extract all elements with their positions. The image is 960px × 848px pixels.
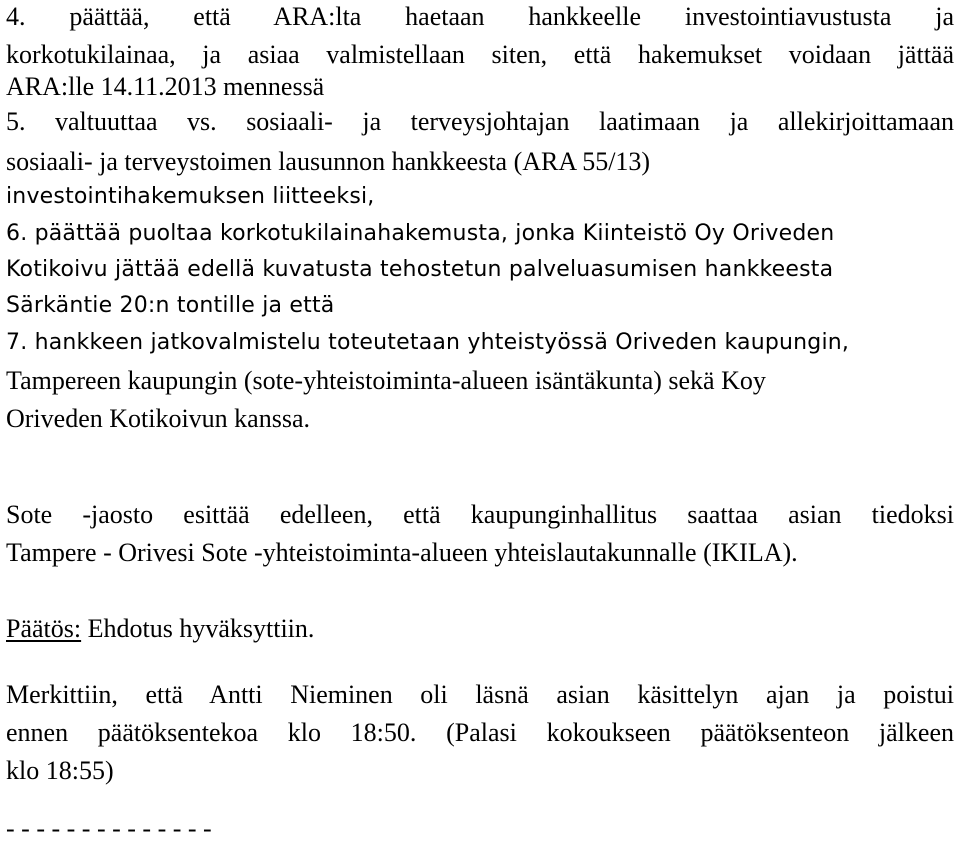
separator: - - - - - - - - - - - - - - <box>6 814 212 843</box>
item-5-line-2: sosiaali- ja terveystoimen lausunnon hankkeesta (ARA 55/13) <box>6 147 651 176</box>
note-line-1: Merkittiin, että Antti Nieminen oli läsnä asian käsittelyn ajan ja poistui <box>6 680 954 709</box>
item-4-line-1: 4. päättää, että ARA:lta haetaan hankkeelle investointiavustusta ja <box>6 2 954 31</box>
note-line-3: klo 18:55) <box>6 756 114 785</box>
item-7-line-3: Oriveden Kotikoivun kanssa. <box>6 404 311 433</box>
decision-label: Päätös: <box>6 614 82 643</box>
decision-line <box>6 610 314 648</box>
item-7-line-1: 7. hankkeen jatkovalmistelu toteutetaan yhteistyössä Oriveden kaupungin, <box>6 330 850 355</box>
proposal-line-2: Tampere - Orivesi Sote -yhteistoiminta-alueen yhteislautakunnalle (IKILA). <box>6 538 798 567</box>
item-4-line-2: korkotukilainaa, ja asiaa valmistellaan siten, että hakemukset voidaan jättää <box>6 40 954 69</box>
note-line-2: ennen päätöksentekoa klo 18:50. (Palasi kokoukseen päätöksenteon jälkeen <box>6 718 954 747</box>
item-7-line-2: Tampereen kaupungin (sote-yhteistoiminta-alueen isäntäkunta) sekä Koy <box>6 366 766 395</box>
proposal-line-1: Sote -jaosto esittää edelleen, että kaupunginhallitus saattaa asian tiedoksi <box>6 500 954 529</box>
item-6-line-3: Särkäntie 20:n tontille ja että <box>6 293 335 318</box>
decision-text: Ehdotus hyväksyttiin. <box>81 614 315 643</box>
item-6-line-1: 6. päättää puoltaa korkotukilainahakemusta, jonka Kiinteistö Oy Oriveden <box>6 221 835 246</box>
item-5-line-1: 5. valtuuttaa vs. sosiaali- ja terveysjohtajan laatimaan ja allekirjoittamaan <box>6 107 954 136</box>
item-5-line-3: investointihakemuksen liitteeksi, <box>6 184 375 209</box>
item-4-line-3: ARA:lle 14.11.2013 mennessä <box>6 72 325 101</box>
item-6-line-2: Kotikoivu jättää edellä kuvatusta tehostetun palveluasumisen hankkeesta <box>6 257 834 282</box>
